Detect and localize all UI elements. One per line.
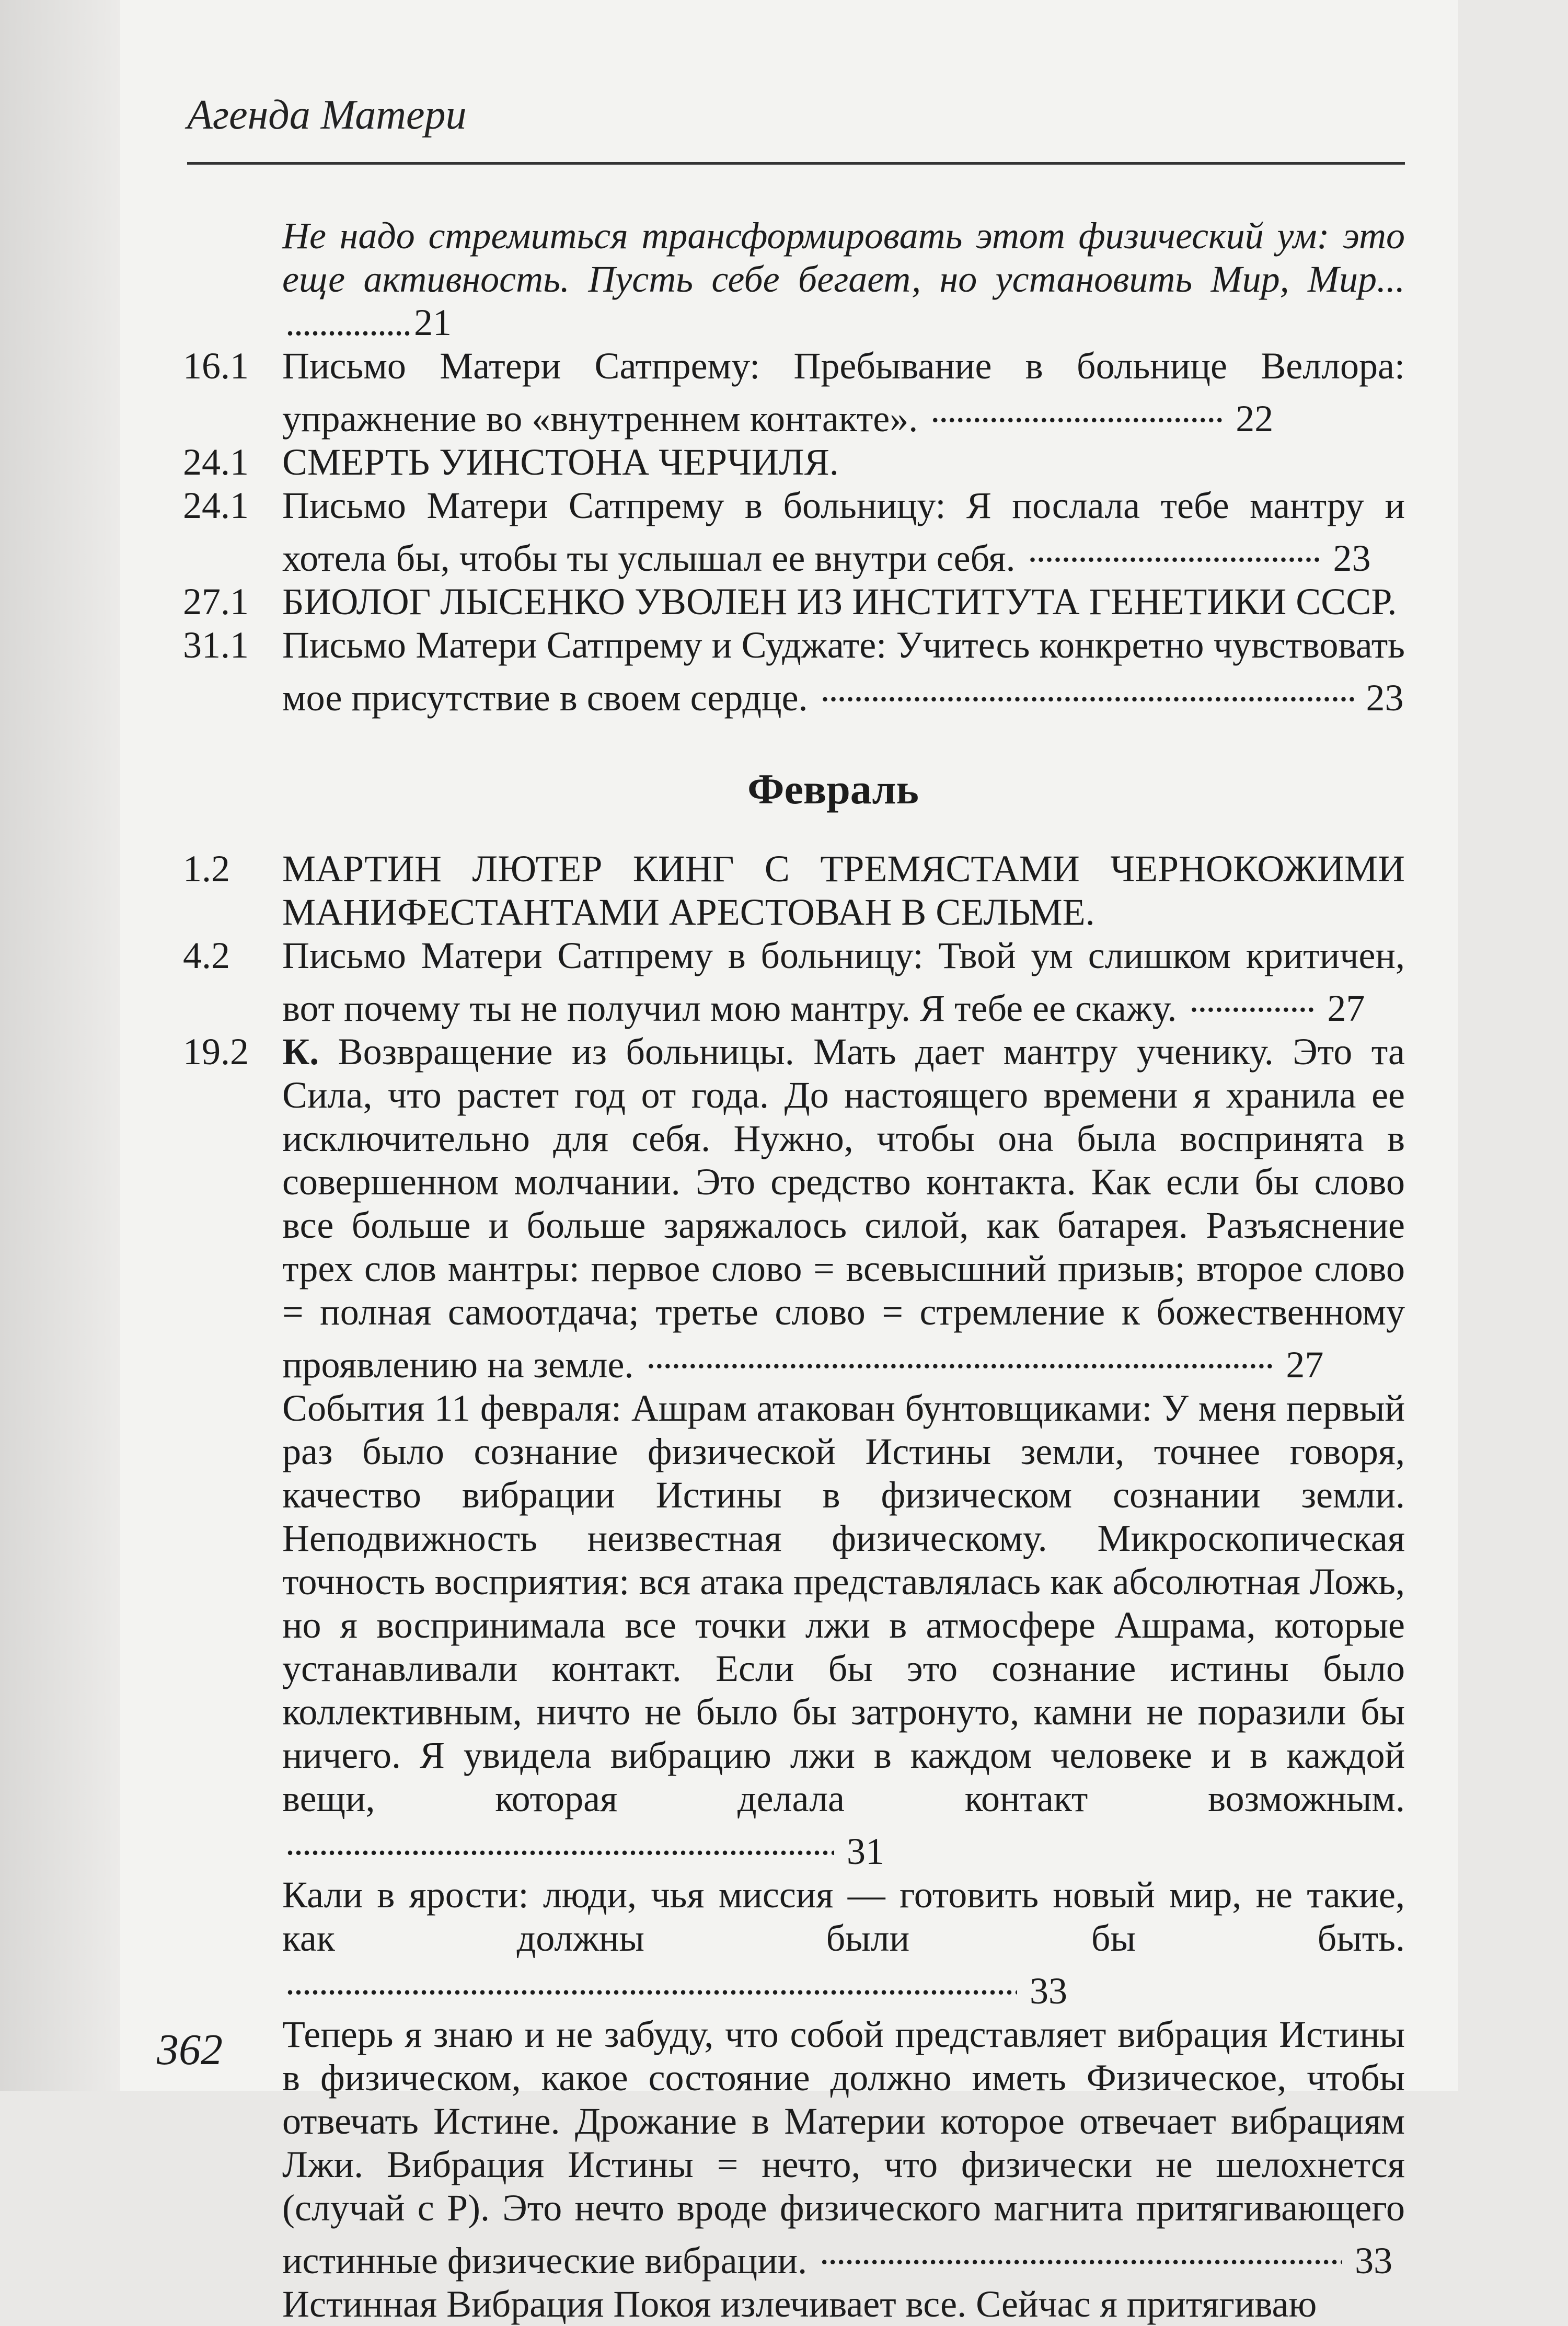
list-item [183,580,1405,624]
entry-speaker: К. [282,1031,319,1073]
list-item [183,344,1405,441]
section-title: Февраль [747,765,919,813]
book-gutter [0,0,120,2091]
entry-text: Письмо Матери Сатпрему в больницу: Я послала тебе мантру и хотела бы, чтобы ты услышал ее внутри себя. [282,485,1405,579]
entry-text: БИОЛОГ ЛЫСЕНКО УВОЛЕН ИЗ ИНСТИТУТА ГЕНЕТИКИ СССР. [282,581,1397,623]
entry-text: Письмо Матери Сатпрему: Пребывание в больнице Веллора: упражнение во «внутреннем контакте». [282,345,1405,440]
entry-text: Кали в ярости: люди, чья миссия — готовить новый мир, не такие, как должны были бы быть. [282,1874,1405,1959]
entry-date: 19.2 [183,1031,249,1073]
running-header: Агенда Матери [187,92,467,138]
entry-page: 23 [1366,677,1404,719]
entry-page: 33 [1030,1970,1067,2012]
entry-text: Письмо Матери Сатпрему в больницу: Твой ум слишком критичен, вот почему ты не получил мою мантру. Я тебе ее скажу. [282,935,1405,1029]
leader-dots [646,1334,1273,1377]
entry-date: 1.2 [183,848,230,890]
list-item [183,934,1405,1030]
entry-date: 27.1 [183,581,249,623]
leader-dots [821,667,1354,710]
entry-page: 27 [1327,987,1365,1029]
list-item [183,484,1405,580]
entry-page: 27 [1286,1344,1324,1386]
leader-dots [285,301,411,344]
list-item [183,2013,1405,2283]
list-item [183,441,1405,484]
entry-text: СМЕРТЬ УИНСТОНА ЧЕРЧИЛЯ. [282,441,839,483]
entry-page: 31 [847,1830,884,1872]
list-item [183,847,1405,934]
leader-dots [820,2230,1342,2273]
entry-text: МАРТИН ЛЮТЕР КИНГ С ТРЕМЯСТАМИ ЧЕРНОКОЖИМИ МАНИФЕСТАНТАМИ АРЕСТОВАН В СЕЛЬМЕ. [282,848,1405,933]
entry-date: 24.1 [183,485,249,526]
list-item [183,624,1405,720]
entry-text: Истинная Вибрация Покоя излечивает все. Сейчас я притягиваю [282,2283,1317,2325]
page-number: 362 [157,2025,223,2074]
entry-page: 21 [414,302,452,343]
entry-text: Не надо стремиться трансформировать этот физический ум: это еще активность. Пусть себе бегает, но установить Мир, Мир... [282,215,1405,300]
entry-page: 23 [1333,537,1371,579]
entry-date: 16.1 [183,345,249,387]
leader-dots [285,1960,1017,2003]
leader-dots [930,388,1223,431]
list-item [183,1030,1405,1387]
entry-page: 33 [1355,2240,1393,2282]
leader-dots [1028,527,1321,571]
list-item [183,214,1405,344]
entry-text: Возвращение из больницы. Мать дает мантру ученику. Это та Сила, что растет год от года. До настоящего времени я хранила ее исключительно для себя. Нужно, чтобы она была воспринята в совершенном молчании. Это средство контакта. Как если бы слово все больше и больше заряжалось силой, как батарея. Разъяснение трех слов мантры: первое слово = всевысшний призыв; второе слово = полная самоотдача; третье слово = стремление к божественному проявлению на земле. [282,1031,1405,1386]
contents-list [183,214,1405,2326]
entry-date: 4.2 [183,935,230,976]
entry-date: 24.1 [183,441,249,483]
leader-dots [285,1821,834,1864]
header-rule [187,162,1405,165]
list-item [183,2283,1405,2326]
entry-page: 22 [1236,398,1274,440]
list-item [183,1387,1405,1873]
list-item [183,1873,1405,2013]
entry-text: Теперь я знаю и не забуду, что собой представляет вибрация Истины в физическом, какое состояние должно иметь Физическое, чтобы отвечать Истине. Дрожание в Материи которое отвечает вибрациям Лжи. Вибрация Истины = нечто, что физически не шелохнется (случай с Р). Это нечто вроде физического магнита притягивающего истинные физические вибрации. [282,2013,1405,2282]
leader-dots [1189,977,1315,1021]
entry-text: События 11 февраля: Ашрам атакован бунтовщиками: У меня первый раз было сознание физической Истины земли, точнее говоря, качество вибрации Истины в физическом сознании земли. Неподвижность неизвестная физическому. Микроскопическая точность восприятия: вся атака представлялась как абсолютная Ложь, но я воспринимала все точки лжи в атмосфере Ашрама, которые устанавливали контакт. Если бы это сознание истины было коллективным, ничто не было бы затронуто, камни не поразили бы ничего. Я увидела вибрацию лжи в каждом человеке и в каждой вещи, которая делала контакт возможным. [282,1387,1405,1820]
entry-date: 31.1 [183,624,249,666]
entry-text: Письмо Матери Сатпрему и Суджате: Учитесь конкретно чувствовать мое присутствие в своем сердце. [282,624,1405,719]
